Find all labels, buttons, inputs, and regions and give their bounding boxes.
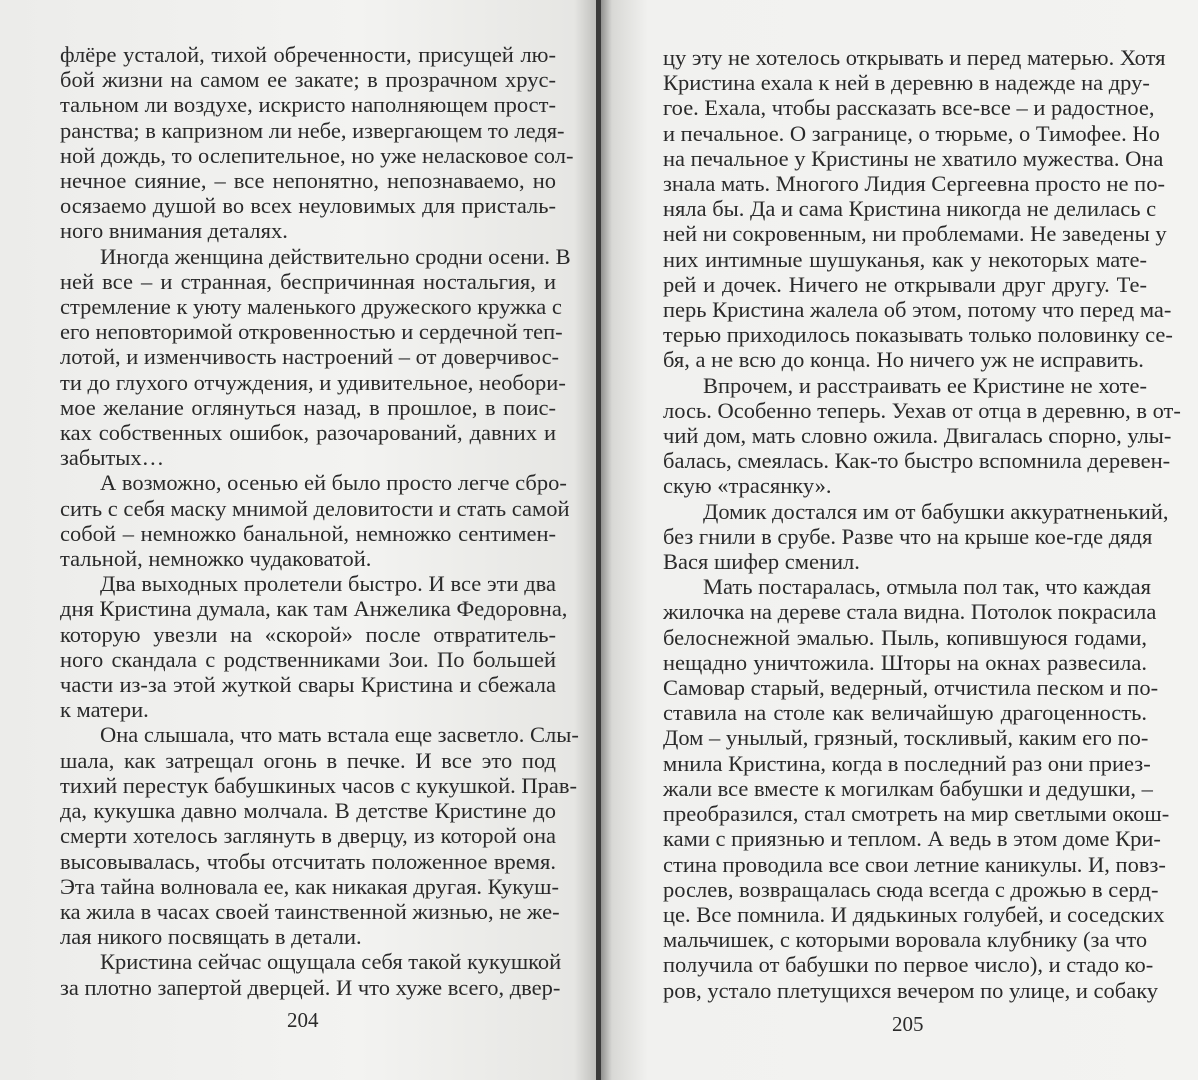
text-line: скую «трасянку».	[663, 473, 832, 499]
right-page-text	[663, 45, 1181, 1003]
text-line: знала мать. Многого Лидия Сергеевна просто не по-	[663, 171, 1165, 197]
text-line: Кристина сейчас ощущала себя такой кукушкой	[100, 949, 562, 975]
page-number: 204	[287, 1008, 319, 1032]
text-line: мальчишек, с которыми воровала клубнику (за что	[663, 927, 1148, 953]
text-line: к матери.	[60, 697, 149, 723]
text-line: ранства; в капризном ли небе, извергающем то ледя-	[60, 117, 565, 143]
text-line: его неповторимой откровенностью и сердечной теп-	[60, 319, 563, 345]
text-line: мнила Кристина, когда в последний раз они приез-	[663, 750, 1151, 776]
paragraph	[663, 574, 1170, 1003]
text-line: дня Кристина думала, как там Анжелика Федоровна,	[60, 596, 568, 622]
text-line: них интимные шушуканья, как у некоторых мате-	[663, 246, 1147, 272]
text-line: ками с приязнью и теплом. А ведь в этом доме Кри-	[663, 826, 1161, 852]
text-line: Два выходных пролетели быстро. И все эти два	[100, 571, 556, 597]
text-line: лотой, и изменчивость настроений – от доверчивос-	[60, 344, 560, 370]
text-line: стина проводила все свои летние каникулы. И, повз-	[663, 851, 1166, 877]
text-line: ной дождь, то ослепительное, но уже неласковое сол-	[60, 142, 574, 168]
text-line: Домик достался им от бабушки аккуратненький,	[703, 498, 1169, 524]
paragraph	[60, 42, 574, 244]
text-line: осязаемо душой во всех неуловимых для присталь-	[60, 193, 556, 219]
page-number: 205	[892, 1012, 924, 1036]
text-line: балась, смеялась. Как-то быстро вспомнила деревен-	[663, 448, 1171, 474]
text-line: тальном ли воздухе, искристо наполняющем прост-	[60, 92, 556, 118]
text-line: Иногда женщина действительно сродни осени. В	[100, 243, 571, 269]
text-line: нечное сияние, – все непонятно, непознаваемо, но	[60, 168, 556, 194]
text-line: гое. Ехала, чтобы рассказать все-все – и радостное,	[663, 95, 1155, 121]
text-line: ках собственных ошибок, разочарований, давних и	[60, 420, 556, 446]
text-line: да, кукушка давно молчала. В детстве Кристине до	[60, 798, 556, 824]
text-line: флёре усталой, тихой обреченности, присущей лю-	[60, 42, 556, 67]
text-line: А возможно, осенью ей было просто легче сбро-	[100, 470, 567, 496]
book-gutter	[596, 0, 601, 1080]
text-line: лая никого посвящать в детали.	[60, 924, 362, 950]
text-line: и печальное. О загранице, о тюрьме, о Тимофее. Но	[663, 120, 1160, 146]
text-line: которую увезли на «скорой» после отвратитель-	[60, 621, 556, 647]
text-line: нещадно уничтожила. Шторы на окнах развесила.	[663, 649, 1147, 675]
text-line: Дом – унылый, грязный, тоскливый, каким его по-	[663, 725, 1149, 751]
text-line: мое желание оглянуться назад, в прошлое, в поис-	[60, 394, 556, 420]
text-line: Мать постаралась, отмыла пол так, что каждая	[703, 574, 1151, 600]
text-line: части из-за этой жуткой свары Кристина и сбежала	[60, 672, 556, 698]
right-page	[600, 0, 1198, 1080]
paragraph	[663, 498, 1169, 575]
text-line: забытых…	[60, 445, 165, 471]
text-line: ного внимания деталях.	[60, 218, 288, 244]
text-line: смерти хотелось заглянуть в дверцу, из которой она	[60, 823, 556, 849]
text-line: тихий перестук бабушкиных часов с кукушкой. Прав-	[60, 772, 577, 798]
text-line: ней ни сокровенным, ни проблемами. Не заведены у	[663, 221, 1167, 247]
text-line: лось. Особенно теперь. Уехав от отца в деревню, в от-	[663, 397, 1181, 423]
text-line: Впрочем, и расстраивать ее Кристине не хоте-	[703, 372, 1147, 398]
text-line: це. Все помнила. И дядькиных голубей, и соседских	[663, 901, 1165, 927]
text-line: цу эту не хотелось открывать и перед матерью. Хотя	[663, 45, 1166, 70]
text-line: ней все – и странная, беспричинная ностальгия, и	[60, 268, 556, 294]
text-line: жилочка на дереве стала видна. Потолок покрасила	[663, 599, 1157, 625]
paragraph	[60, 722, 579, 950]
text-line: ного скандала с родственниками Зои. По большей	[60, 646, 556, 672]
text-line: рослев, возвращалась сюда всегда с дрожью в серд-	[663, 876, 1159, 902]
left-page	[0, 0, 598, 1080]
text-line: за плотно запертой дверцей. И что хуже всего, двер-	[60, 974, 561, 1000]
text-line: перь Кристина жалела об этом, потому что перед ма-	[663, 297, 1172, 323]
paragraph	[60, 949, 562, 1000]
text-line: няла бы. Да и сама Кристина никогда не делилась с	[663, 196, 1157, 222]
paragraph	[60, 571, 568, 723]
text-line: бя, а не всю до конца. Но ничего уж не исправить.	[663, 347, 1144, 373]
text-line: собой – немножко банальной, немножко сентимен-	[60, 520, 556, 546]
text-line: на печальное у Кристины не хватило мужества. Она	[663, 145, 1164, 171]
text-line: получила от бабушки по первое число), и стадо ко-	[663, 952, 1154, 978]
text-line: рей и дочек. Ничего не открывали друг другу. Те-	[663, 271, 1147, 297]
text-line: ров, устало плетущихся вечером по улице, и собаку	[663, 977, 1159, 1003]
text-line: ка жила в часах своей таинственной жизнью, не же-	[60, 898, 560, 924]
text-line: преобразился, стал смотреть на мир светлыми окош-	[663, 801, 1170, 827]
text-line: тальной, немножко чудаковатой.	[60, 546, 372, 572]
text-line: Она слышала, что мать встала еще засветло. Слы-	[100, 722, 579, 748]
left-page-text	[60, 42, 579, 1000]
text-line: сить с себя маску мнимой деловитости и стать самой	[60, 495, 570, 521]
text-line: жали все вместе к могилкам бабушки и дедушки, –	[663, 775, 1153, 801]
text-line: Кристина ехала к ней в деревню в надежде на дру-	[663, 70, 1150, 96]
text-line: терью приходилось показывать только половинку се-	[663, 322, 1173, 348]
text-line: стремление к уюту маленького дружеского кружка с	[60, 294, 562, 320]
text-line: белоснежной эмалью. Пыль, копившуюся годами,	[663, 624, 1147, 650]
paragraph	[663, 45, 1173, 373]
text-line: ставила на столе как величайшую драгоценность.	[663, 700, 1147, 726]
text-line: шала, как затрещал огонь в печке. И все это под	[60, 747, 556, 773]
text-line: бой жизни на самом ее закате; в прозрачном хрус-	[60, 67, 556, 93]
text-line: Эта тайна волновала ее, как никакая другая. Кукуш-	[60, 873, 559, 899]
text-line: чий дом, мать словно ожила. Двигалась спорно, улы-	[663, 423, 1172, 449]
paragraph	[663, 372, 1181, 499]
text-line: высовывалась, чтобы отсчитать положенное время.	[60, 848, 556, 874]
text-line: ти до глухого отчуждения, и удивительное, необори-	[60, 369, 566, 395]
text-line: без гнили в срубе. Разве что на крыше кое-где дядя	[663, 523, 1153, 549]
text-line: Самовар старый, ведерный, отчистила песком и по-	[663, 675, 1159, 701]
text-line: Вася шифер сменил.	[663, 549, 860, 575]
paragraph	[60, 243, 571, 471]
paragraph	[60, 470, 570, 572]
